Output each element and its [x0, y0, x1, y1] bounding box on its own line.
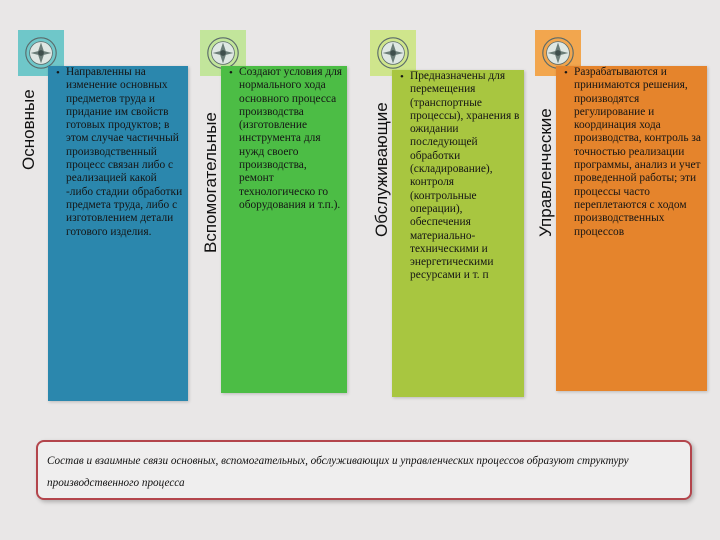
card-text-management: Разрабатываются и принимаются решения, производятся регулирование и координация хода производства, контроль за точностью реализации программы, анализ и учет проведенной работы; эти процессы часто переплетаются с ходом производственных процессов: [574, 66, 701, 238]
bullet: •: [400, 71, 404, 83]
footer-text: Состав и взаимные связи основных, вспомогательных, обслуживающих и управленческих процессов образуют структуру производственного процесса: [47, 455, 629, 489]
column-label-auxiliary: Вспомогательные: [201, 112, 220, 253]
card-text-auxiliary: Создают условия для нормального хода основного процесса производства (изготовление инструмента для нужд своего производства, ремонт технологическо го оборудования и т.п.).: [239, 66, 343, 211]
card-management: [556, 66, 707, 391]
footer-summary-box: [36, 440, 692, 500]
card-service: [392, 70, 524, 397]
card-text-main: Направленны на изменение основных предметов труда и придание им свойств готовых продуктов; в этом случае частичный производственный процесс связан либо с реализацией какой -либо стадии обработки предмета труда, либо с изготовлением детали готового изделия.: [66, 66, 183, 238]
bullet: •: [56, 67, 60, 79]
bullet: •: [564, 67, 568, 79]
card-auxiliary: [221, 66, 347, 393]
column-label-management: Управленческие: [536, 108, 555, 237]
column-label-main: Основные: [19, 89, 38, 170]
card-text-service: Предназначены для перемещения (транспортные процессы), хранения в ожидании последующей обработки (складирование), контроля (контрольные операции), обеспечения материально-техническими и энергетическими ресурсами и т. п: [410, 70, 520, 282]
column-label-service: Обслуживающие: [372, 102, 391, 237]
bullet: •: [229, 67, 233, 79]
card-main: [48, 66, 188, 401]
